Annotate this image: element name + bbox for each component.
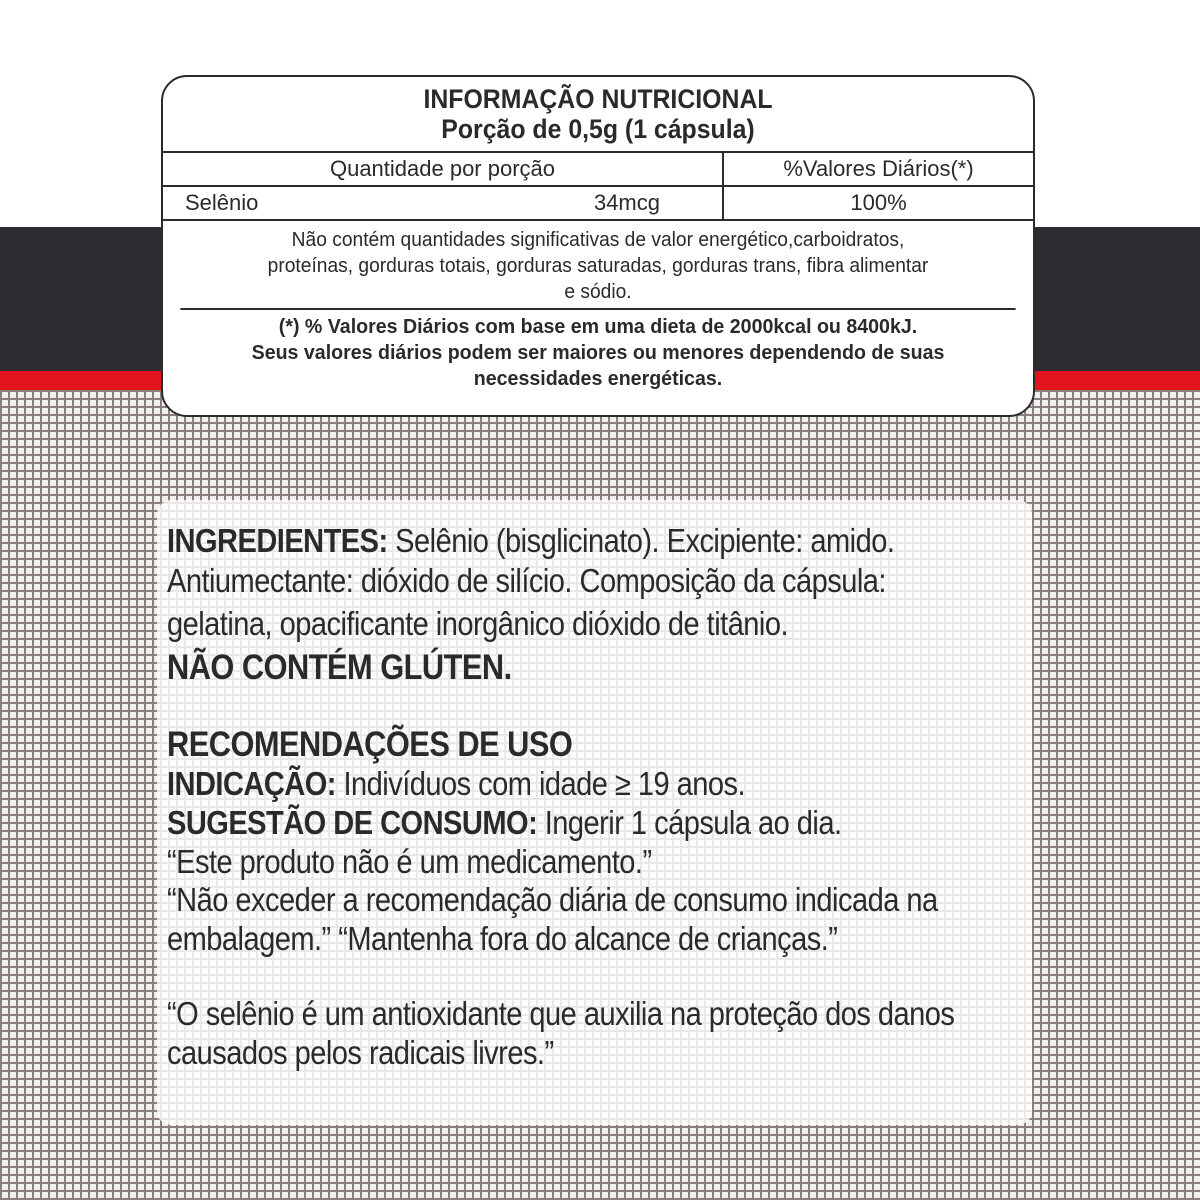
suggestion-label: SUGESTÃO DE CONSUMO: [167,804,538,841]
ingredients-line [167,521,959,561]
nutrition-column-headers [163,153,1033,187]
nutrition-facts-table [161,75,1035,417]
claim-line: causados pelos radicais livres.” [167,1034,554,1071]
indication-text: Indivíduos com idade ≥ 19 anos. [335,765,746,802]
note-line: proteínas, gorduras totais, gorduras saturadas, gorduras trans, fibra alimentar [267,255,929,277]
table-row [163,187,1033,221]
gluten-statement [167,648,959,688]
ingredients-line: gelatina, opacificante inorgânico dióxido de titânio. [167,605,789,642]
ingredients-text: Selênio (bisglicinato). Excipiente: amido. [387,522,895,559]
note-line: Não contém quantidades significativas de valor energético,carboidratos, [291,229,905,251]
ingredients-line: Antiumectante: dióxido de silício. Composição da cápsula: [167,562,886,599]
warning-line: “Este produto não é um medicamento.” [167,843,652,880]
nutrient-name: Selênio [185,190,259,215]
nutrient-daily-value: 100% [850,190,907,215]
nutrition-grid [163,151,1033,221]
nutrition-footnote [172,310,1025,392]
nutrition-header [198,77,998,151]
gluten-text: NÃO CONTÉM GLÚTEN. [167,648,512,687]
ingredients-label: INGREDIENTES: [167,522,388,559]
footnote-line: necessidades energéticas. [473,368,723,390]
nutrition-note [180,221,1015,310]
note-line: e sódio. [564,281,632,303]
usage-heading-text: RECOMENDAÇÕES DE USO [167,725,573,764]
claim-line: “O selênio é um antioxidante que auxilia na proteção dos danos [167,995,955,1032]
column-header-quantity: Quantidade por porção [163,153,724,185]
nutrient-cell [163,187,724,219]
usage-heading [167,725,959,765]
warning-line: “Não exceder a recomendação diária de consumo indicada na [167,881,938,918]
nutrient-amount: 34mcg [593,190,660,215]
column-header-daily-value: %Valores Diários(*) [783,156,974,181]
nutrition-portion: Porção de 0,5g (1 cápsula) [441,114,755,144]
suggestion-text: Ingerir 1 cápsula ao dia. [537,804,842,841]
footnote-line: Seus valores diários podem ser maiores ou menores dependendo de suas [251,342,945,364]
nutrition-title: INFORMAÇÃO NUTRICIONAL [423,84,773,114]
indication-label: INDICAÇÃO: [167,765,336,802]
suggestion-line [167,803,959,843]
footnote-line: (*) % Valores Diários com base em uma dieta de 2000kcal ou 8400kJ. [278,316,918,338]
warning-line: embalagem.” “Mantenha fora do alcance de crianças.” [167,920,838,957]
indication-line [167,764,959,804]
